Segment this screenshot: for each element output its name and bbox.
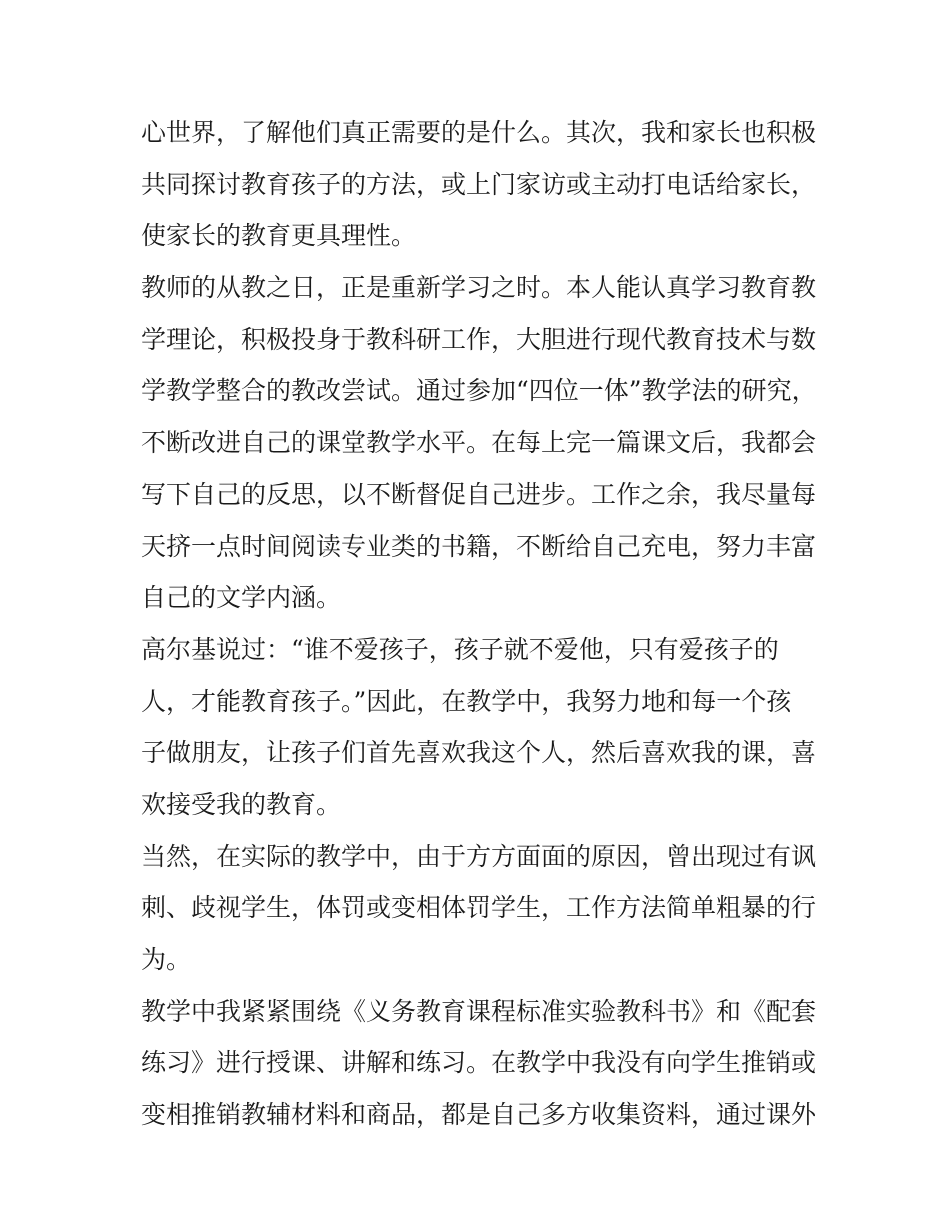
text-line: 学理论，积极投身于教科研工作，大胆进行现代教育技术与数 (141, 324, 817, 354)
text-line: 写下自己的反思，以不断督促自己进步。工作之余，我尽量每 (141, 479, 817, 509)
text-line: 高尔基说过：“谁不爱孩子，孩子就不爱他，只有爱孩子的 (141, 634, 779, 664)
text-line: 心世界，了解他们真正需要的是什么。其次，我和家长也积极 (141, 118, 817, 147)
text-line: 教师的从教之日，正是重新学习之时。本人能认真学习教育教 (141, 273, 817, 303)
text-line: 使家长的教育更具理性。 (141, 221, 417, 251)
text-line: 变相推销教辅材料和商品，都是自己多方收集资料，通过课外 (141, 1100, 817, 1130)
text-line: 练习》进行授课、讲解和练习。在教学中我没有向学生推销或 (141, 1048, 817, 1078)
text-line: 刺、歧视学生，体罚或变相体罚学生，工作方法简单粗暴的行 (141, 893, 817, 923)
text-line: 欢接受我的教育。 (141, 789, 342, 819)
document-body (141, 107, 821, 1141)
text-line: 共同探讨教育孩子的方法，或上门家访或主动打电话给家长， (141, 169, 817, 199)
text-line: 天挤一点时间阅读专业类的书籍，不断给自己充电，努力丰富 (141, 531, 817, 561)
text-line: 人，才能教育孩子。”因此，在教学中，我努力地和每一个孩 (141, 686, 792, 716)
text-line: 为。 (141, 945, 192, 974)
text-line: 自己的文学内涵。 (141, 583, 342, 613)
text-line: 教学中我紧紧围绕《义务教育课程标准实验教科书》和《配套 (141, 996, 817, 1026)
text-line: 学教学整合的教改尝试。通过参加“四位一体”教学法的研究， (141, 376, 817, 406)
text-line: 当然，在实际的教学中，由于方方面面的原因，曾出现过有讽 (141, 841, 817, 871)
text-line: 子做朋友，让孩子们首先喜欢我这个人，然后喜欢我的课，喜 (141, 738, 817, 768)
text-line: 不断改进自己的课堂教学水平。在每上完一篇课文后，我都会 (141, 428, 817, 458)
